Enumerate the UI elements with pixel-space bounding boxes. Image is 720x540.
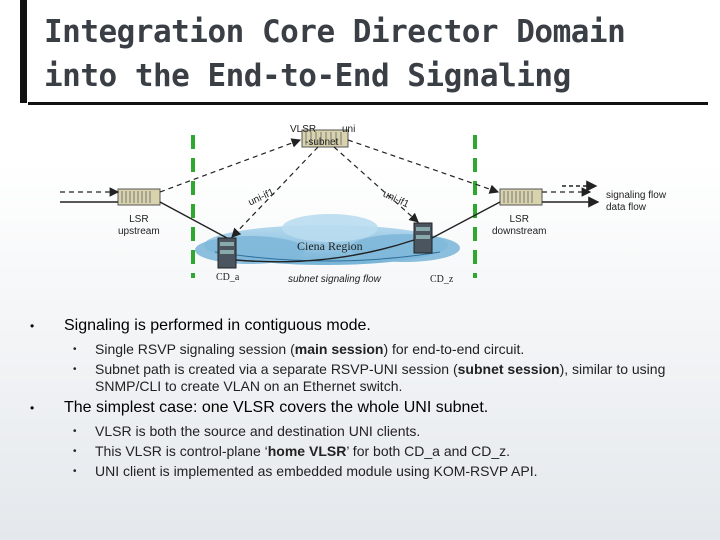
sub-bullet-dot-icon: • xyxy=(73,426,77,437)
bold-text: subnet session xyxy=(457,361,560,377)
bullet-dot-icon: • xyxy=(30,401,35,415)
sub-bullet-dot-icon: • xyxy=(73,466,77,477)
bold-text: home VLSR xyxy=(267,443,347,459)
lsr-downstream-device xyxy=(500,189,542,205)
sub-bullet-text xyxy=(95,443,510,459)
sub-bullet-dot-icon: • xyxy=(73,364,77,375)
ciena-region-label: Ciena Region xyxy=(297,239,363,253)
bullet-text: Signaling is performed in contiguous mode. xyxy=(64,317,371,334)
text-run: ), similar to using SNMP/CLI to create VLAN on an Ethernet switch. xyxy=(95,361,666,394)
data-flow-right xyxy=(432,202,500,238)
sub-bullet-text xyxy=(95,341,524,357)
cd-z-label: CD_z xyxy=(430,274,454,285)
sub-bullet-text xyxy=(95,423,420,439)
cd-a-label: CD_a xyxy=(216,272,240,283)
sub-bullet-text xyxy=(95,463,538,479)
text-run: ’ for both CD_a and CD_z. xyxy=(346,443,511,459)
title-block xyxy=(0,0,720,100)
lsr-downstream-label: LSR downstream xyxy=(492,214,547,237)
sub-bullet-dot-icon: • xyxy=(73,446,77,457)
legend-signaling-flow: signaling flow xyxy=(606,190,667,201)
sub-bullet-dot-icon: • xyxy=(73,344,77,355)
sub-bullet-list xyxy=(64,341,710,395)
network-diagram xyxy=(0,110,720,310)
sub-bullet-item xyxy=(64,341,710,358)
title-line-1: Integration Core Director Domain xyxy=(44,14,626,50)
subnet-signaling-flow-label: subnet signaling flow xyxy=(288,274,381,285)
sub-bullet-item xyxy=(64,463,710,480)
text-run: VLSR is both the source and destination UNI clients. xyxy=(95,423,421,439)
uni-if-right-label: uni-if1 xyxy=(381,188,411,211)
core-director-a xyxy=(218,238,236,268)
title-accent-bar xyxy=(20,0,27,103)
text-run: This VLSR is control-plane ‘ xyxy=(95,443,268,459)
vlsr-label: VLSR xyxy=(290,124,317,135)
sub-bullet-item xyxy=(64,443,710,460)
sig-flow-up-left xyxy=(160,140,300,192)
bold-text: main session xyxy=(294,341,384,357)
bullet-text: The simplest case: one VLSR covers the whole UNI subnet. xyxy=(64,399,489,416)
sub-bullet-text xyxy=(95,361,665,394)
legend-data-flow: data flow xyxy=(606,202,647,213)
slide-title xyxy=(44,10,625,98)
uni-if-left-label: uni-if1 xyxy=(246,186,277,209)
uni-label: uni xyxy=(342,124,356,135)
sub-bullet-item xyxy=(64,423,710,440)
title-underline xyxy=(28,102,708,105)
bullet-item xyxy=(30,316,710,395)
title-line-2: into the End-to-End Signaling xyxy=(44,58,571,94)
bullet-dot-icon: • xyxy=(30,319,35,333)
sub-bullet-item xyxy=(64,361,710,395)
text-run: UNI client is implemented as embedded module using KOM-RSVP API. xyxy=(95,463,538,479)
text-run: Single RSVP signaling session ( xyxy=(95,341,295,357)
subnet-label: -subnet xyxy=(305,137,339,148)
bullet-item xyxy=(30,398,710,480)
text-run: ) for end-to-end circuit. xyxy=(383,341,525,357)
lsr-upstream-label: LSR upstream xyxy=(118,214,160,237)
sub-bullet-list xyxy=(64,423,710,480)
bullet-list xyxy=(30,314,710,483)
text-run: Subnet path is created via a separate RSVP-UNI session ( xyxy=(95,361,458,377)
lsr-upstream-device xyxy=(118,189,160,205)
core-director-z xyxy=(414,223,432,253)
